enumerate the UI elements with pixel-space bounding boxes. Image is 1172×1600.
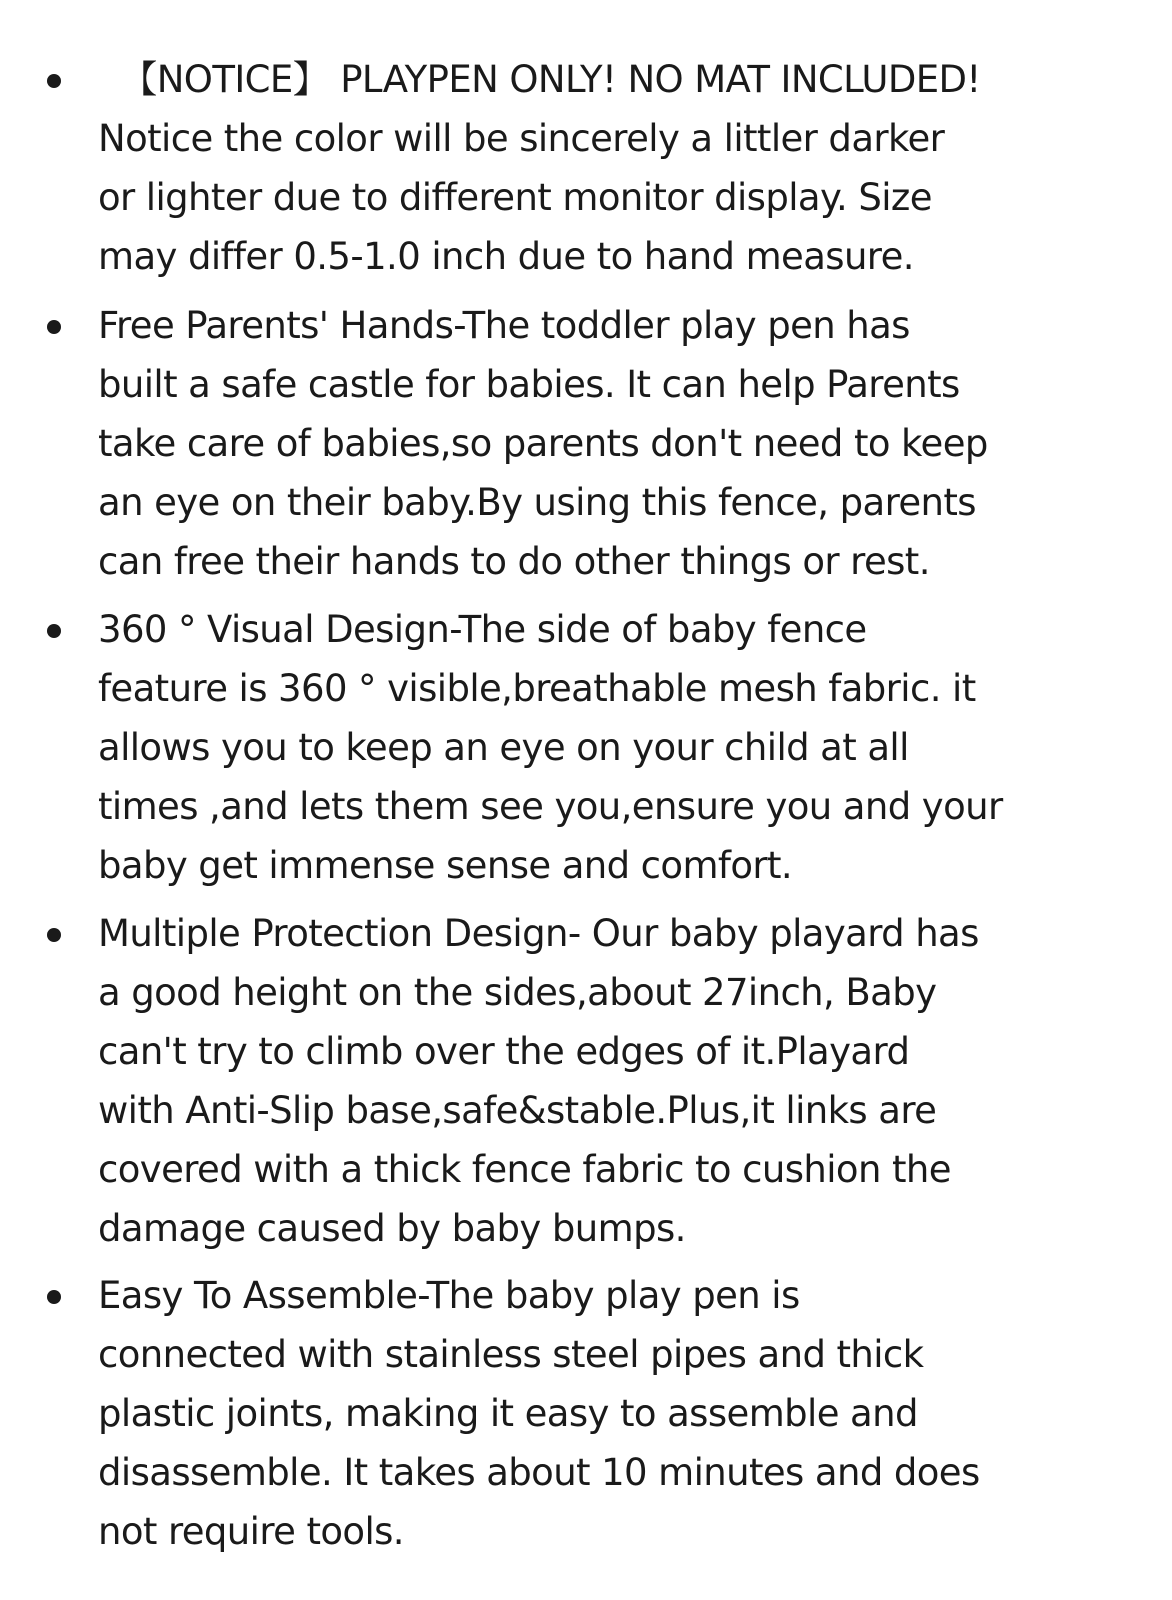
bullet-dot-icon <box>47 74 61 88</box>
bullet-text: Free Parents' Hands-The toddler play pen has built a safe castle for babies. It can help Parents take care of babies,so parents don't need to keep an eye on their baby.By using this fence, parents can free their hands to do other things or rest. <box>98 304 988 583</box>
bullet-dot-icon <box>47 1290 61 1304</box>
bullet-dot-icon <box>47 928 61 942</box>
bullet-text: Multiple Protection Design- Our baby playard has a good height on the sides,about 27inch, Baby can't try to climb over the edges of it.Playard with Anti-Slip base,safe&stable.Plus,it links are covered with a thick fence fabric to cushion the damage caused by baby bumps. <box>98 912 979 1250</box>
bullet-text: Easy To Assemble-The baby play pen is connected with stainless steel pipes and thick plastic joints, making it easy to assemble and disassemble. It takes about 10 minutes and does not require tools. <box>98 1274 980 1553</box>
bullet-dot-icon <box>47 320 61 334</box>
bullet-dot-icon <box>47 624 61 638</box>
bullet-text: 【NOTICE】 PLAYPEN ONLY! NO MAT INCLUDED! Notice the color will be sincerely a littler darker or lighter due to different monitor display. Size may differ 0.5-1.0 inch due to hand measure. <box>98 58 981 278</box>
bullet-text: 360 ° Visual Design-The side of baby fence feature is 360 ° visible,breathable mesh fabric. it allows you to keep an eye on your child at all times ,and lets them see you,ensure you and your baby get immense sense and comfort. <box>98 608 1003 887</box>
